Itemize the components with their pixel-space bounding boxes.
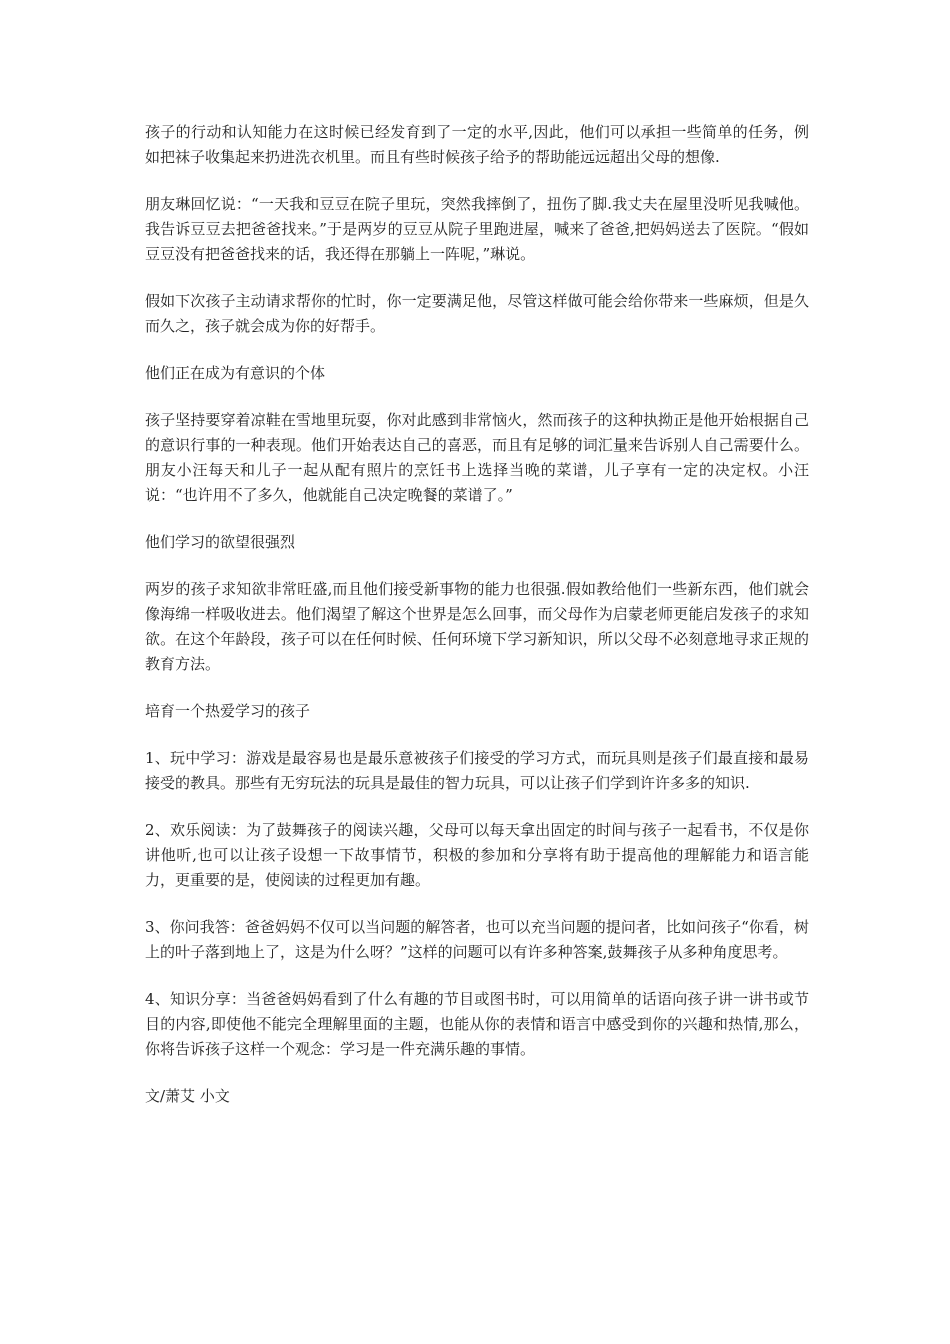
- author-byline: 文/萧艾 小文: [145, 1087, 230, 1105]
- section-heading-conscious-individual: 他们正在成为有意识的个体: [145, 364, 326, 382]
- paragraph-desire-to-learn: 两岁的孩子求知欲非常旺盛,而且他们接受新事物的能力也很强.假如教给他们一些新东西，他们就会像海绵一样吸收进去。他们渴望了解这个世界是怎么回事，而父母作为启蒙老师更能启发孩子的求知欲。在这个年龄段，孩子可以在任何时候、任何环境下学习新知识，所以父母不必刻意地寻求正规的教育方法。: [145, 580, 809, 673]
- list-item-knowledge-sharing: 4、知识分享：当爸爸妈妈看到了什么有趣的节目或图书时，可以用简单的话语向孩子讲一讲书或节目的内容,即使他不能完全理解里面的主题，也能从你的表情和语言中感受到你的兴趣和热情,那么，你将告诉孩子这样一个观念：学习是一件充满乐趣的事情。: [145, 990, 809, 1058]
- section-heading-nurture-learner: 培育一个热爱学习的孩子: [145, 702, 311, 720]
- paragraph-advice: 假如下次孩子主动请求帮你的忙时，你一定要满足他，尽管这样做可能会给你带来一些麻烦，但是久而久之，孩子就会成为你的好帮手。: [145, 292, 809, 335]
- list-item-play-learning: 1、玩中学习：游戏是最容易也是最乐意被孩子们接受的学习方式，而玩具则是孩子们最直接和最易接受的教具。那些有无穷玩法的玩具是最佳的智力玩具，可以让孩子们学到许许多多的知识.: [145, 749, 809, 792]
- list-item-happy-reading: 2、欢乐阅读：为了鼓舞孩子的阅读兴趣，父母可以每天拿出固定的时间与孩子一起看书，不仅是你讲他听,也可以让孩子设想一下故事情节，积极的参加和分享将有助于提高他的理解能力和语言能力，更重要的是，使阅读的过程更加有趣。: [145, 821, 809, 889]
- list-item-question-answer: 3、你问我答：爸爸妈妈不仅可以当问题的解答者，也可以充当问题的提问者，比如问孩子“你看，树上的叶子落到地上了，这是为什么呀？”这样的问题可以有许多种答案,鼓舞孩子从多种角度思考。: [145, 918, 809, 961]
- section-heading-desire-to-learn: 他们学习的欲望很强烈: [145, 533, 296, 551]
- document-body: [145, 120, 809, 1109]
- paragraph-conscious-individual: 孩子坚持要穿着凉鞋在雪地里玩耍，你对此感到非常恼火，然而孩子的这种执拗正是他开始根据自己的意识行事的一种表现。他们开始表达自己的喜恶，而且有足够的词汇量来告诉别人自己需要什么。朋友小汪每天和儿子一起从配有照片的烹饪书上选择当晚的菜谱，儿子享有一定的决定权。小汪说：“也许用不了多久，他就能自己决定晚餐的菜谱了。”: [145, 411, 809, 504]
- paragraph-intro: 孩子的行动和认知能力在这时候已经发育到了一定的水平,因此，他们可以承担一些简单的任务，例如把袜子收集起来扔进洗衣机里。而且有些时候孩子给予的帮助能远远超出父母的想像.: [145, 123, 809, 166]
- paragraph-anecdote: 朋友琳回忆说：“一天我和豆豆在院子里玩，突然我摔倒了，扭伤了脚.我丈夫在屋里没听见我喊他。我告诉豆豆去把爸爸找来。”于是两岁的豆豆从院子里跑进屋，喊来了爸爸,把妈妈送去了医院。“假如豆豆没有把爸爸找来的话，我还得在那躺上一阵呢，”琳说。: [145, 195, 809, 263]
